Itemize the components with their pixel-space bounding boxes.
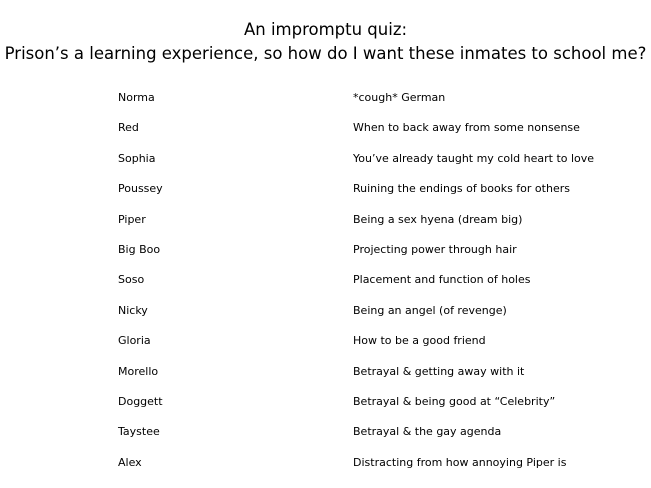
inmate-name: Piper xyxy=(118,212,146,226)
quiz-row xyxy=(0,270,651,300)
lesson-text: Being an angel (of revenge) xyxy=(353,303,507,317)
quiz-row xyxy=(0,210,651,240)
quiz-row xyxy=(0,118,651,148)
quiz-row xyxy=(0,301,651,331)
quiz-row xyxy=(0,362,651,392)
quiz-row xyxy=(0,392,651,422)
lesson-text: Betrayal & getting away with it xyxy=(353,364,525,378)
inmate-name: Sophia xyxy=(118,151,156,165)
quiz-row xyxy=(0,422,651,452)
inmate-name: Soso xyxy=(118,273,145,287)
lesson-text: Ruining the endings of books for others xyxy=(353,182,570,196)
inmate-name: Big Boo xyxy=(118,242,161,256)
lesson-text: Betrayal & the gay agenda xyxy=(353,425,502,439)
inmate-name: Doggett xyxy=(118,394,163,408)
inmate-name: Poussey xyxy=(118,182,163,196)
lesson-text: Betrayal & being good at “Celebrity” xyxy=(353,394,556,408)
inmate-name: Red xyxy=(118,121,139,135)
lesson-text: Being a sex hyena (dream big) xyxy=(353,212,523,226)
quiz-row xyxy=(0,179,651,209)
inmate-name: Nicky xyxy=(118,303,148,317)
lesson-text: Placement and function of holes xyxy=(353,273,531,287)
inmate-name: Taystee xyxy=(118,425,160,439)
quiz-list xyxy=(0,88,651,483)
lesson-text: *cough* German xyxy=(353,91,446,104)
quiz-row xyxy=(0,88,651,118)
inmate-name: Morello xyxy=(118,364,159,378)
inmate-name: Alex xyxy=(118,455,142,469)
quiz-row xyxy=(0,331,651,361)
inmate-name: Gloria xyxy=(118,334,151,348)
quiz-row xyxy=(0,149,651,179)
lesson-text: Distracting from how annoying Piper is xyxy=(353,455,567,469)
lesson-text: Projecting power through hair xyxy=(353,242,517,256)
quiz-row xyxy=(0,453,651,483)
lesson-text: When to back away from some nonsense xyxy=(353,121,580,135)
title-line-1: An impromptu quiz: xyxy=(243,20,408,39)
lesson-text: How to be a good friend xyxy=(353,334,486,348)
quiz-row xyxy=(0,240,651,270)
lesson-text: You’ve already taught my cold heart to love xyxy=(353,151,595,165)
title-line-2: Prison’s a learning experience, so how do I want these inmates to school me? xyxy=(4,44,647,63)
inmate-name: Norma xyxy=(118,91,155,104)
